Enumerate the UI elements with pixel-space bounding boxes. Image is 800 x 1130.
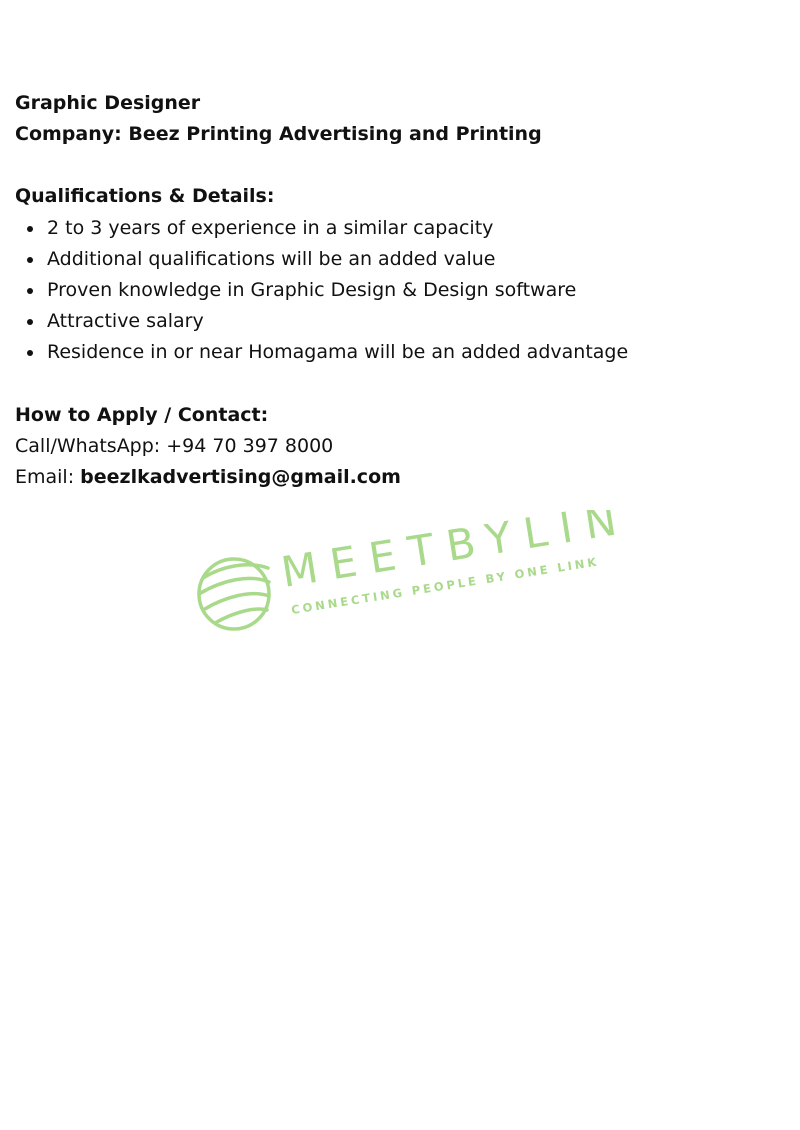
job-title: Graphic Designer [15,92,201,114]
brand-tagline: CONNECTING PEOPLE BY ONE LINK [290,554,601,617]
brand-name: MEETBYLINK [277,510,620,597]
job-post [15,88,775,493]
email-label: Email: [15,466,81,489]
list-item: 2 to 3 years of experience in a similar capacity [15,213,775,244]
list-item: Additional qualifications will be an added value [15,244,775,275]
list-item: Residence in or near Homagama will be an added advantage [15,337,775,368]
meetbylink-logo [190,510,620,640]
spacer [15,150,775,181]
qualifications-list [15,213,775,369]
list-item: Attractive salary [15,306,775,337]
spacer [15,369,775,400]
list-item: Proven knowledge in Graphic Design & Design software [15,275,775,306]
contact-email-line [15,462,775,493]
globe-icon [199,559,269,629]
contact-heading: How to Apply / Contact: [15,403,269,426]
watermark-logo [190,510,620,640]
qualifications-heading: Qualifications & Details: [15,185,275,208]
email-address[interactable]: beezlkadvertising@gmail.com [80,466,401,489]
company-name: Company: Beez Printing Advertising and Printing [15,123,542,146]
contact-phone: Call/WhatsApp: +94 70 397 8000 [15,434,334,457]
